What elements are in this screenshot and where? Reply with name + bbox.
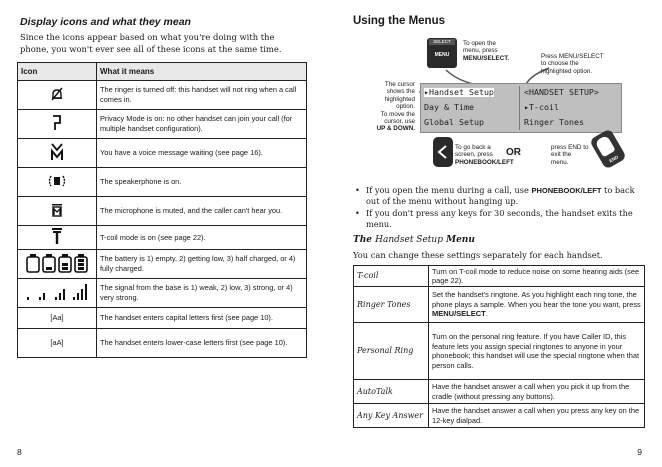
- table-row: [354, 323, 645, 380]
- setting-name: T-coil: [354, 266, 429, 287]
- setting-desc: Turn on the personal ring feature. If you have Caller ID, this feature lets you assign special ringtones to anyone in your phonebook; this handset will use the special ringtone when that person calls.: [429, 323, 645, 380]
- setting-name: Personal Ring: [354, 323, 429, 380]
- icon-meaning: The handset enters lower-case letters first (see page 10).: [97, 329, 307, 358]
- cursor-line: To move the: [380, 110, 415, 118]
- privacy-mode-icon: [52, 115, 62, 131]
- table-row: [18, 329, 307, 358]
- col-meaning-header: What it means: [97, 63, 307, 81]
- cursor-line: shows the: [386, 88, 415, 96]
- table-row: [354, 380, 645, 404]
- icon-meaning: You have a voice message waiting (see page 16).: [97, 139, 307, 168]
- setting-name: Any Key Answer: [354, 404, 429, 428]
- icon-meaning: The microphone is muted, and the caller can't hear you.: [97, 197, 307, 226]
- icon-meaning: The handset enters capital letters first (see page 10).: [97, 308, 307, 329]
- capital-first-icon: [Aa]: [18, 308, 97, 329]
- setting-desc: Set the handset's ringtone. As you highlight each ring tone, the phone plays a sample. When you hear the tone you want, press MENU/SELECT.: [429, 287, 645, 323]
- table-row: [18, 279, 307, 308]
- page-number-left: 8: [17, 447, 22, 457]
- screen-item-tcoil: ▸T-coil: [524, 102, 559, 112]
- menu-key-label: MENU: [434, 52, 450, 58]
- voice-message-icon: [51, 143, 63, 161]
- settings-table: [353, 265, 645, 428]
- setting-name: Ringer Tones: [354, 287, 429, 323]
- end-line: press END to: [551, 144, 589, 151]
- choose-line: Press MENU/SELECT: [541, 53, 604, 60]
- key-name: PHONEBOOK/LEFT: [531, 186, 602, 195]
- screen-submenu-title: <HANDSET SETUP>: [524, 87, 599, 97]
- handset-setup-subheading: The Handset Setup Menu: [353, 235, 475, 245]
- table-row: [354, 404, 645, 428]
- table-row: [18, 168, 307, 197]
- screen-item-handset-setup: ▸Handset Setup: [424, 87, 494, 97]
- table-row: [18, 226, 307, 250]
- ringer-off-icon: [50, 87, 64, 101]
- signal-icons: [25, 282, 89, 302]
- handset-icon: [595, 135, 616, 158]
- back-line: PHONEBOOK/LEFT: [455, 158, 514, 166]
- icon-meaning: The ringer is turned off: this handset will not ring when a call comes in.: [97, 81, 307, 110]
- cursor-line: highlighted: [384, 95, 415, 103]
- setting-desc: Have the handset answer a call when you press any key on the 12-key dialpad.: [429, 404, 645, 428]
- open-menu-line: menu, press: [463, 47, 498, 55]
- setting-desc: Have the handset answer a call when you pick it up from the cradle (without pressing any buttons).: [429, 380, 645, 404]
- screen-divider: [519, 86, 520, 130]
- choose-line: to choose the: [541, 60, 579, 68]
- end-line: exit the: [551, 151, 572, 159]
- col-icon-header: Icon: [18, 63, 97, 81]
- icon-meaning: The battery is 1) empty, 2) getting low, 3) half charged, or 4) fully charged.: [97, 250, 307, 279]
- speakerphone-icon: [46, 174, 68, 188]
- back-line: screen, press: [455, 151, 493, 159]
- left-arrow-icon: [433, 137, 453, 167]
- open-menu-line: MENU/SELECT.: [463, 54, 510, 62]
- table-row: [18, 81, 307, 110]
- right-page: [331, 0, 662, 467]
- cursor-line: cursor, use: [384, 118, 415, 126]
- choose-line: highlighted option.: [541, 67, 593, 75]
- cursor-line: The cursor: [384, 81, 415, 88]
- table-row: [18, 308, 307, 329]
- back-line: To go back a: [455, 144, 491, 151]
- icons-heading: Display icons and what they mean: [20, 16, 191, 28]
- menu-select-key: [427, 38, 457, 68]
- table-row: [354, 287, 645, 323]
- end-key-label: END: [608, 154, 620, 164]
- table-row: [18, 139, 307, 168]
- open-menu-line: To open the: [463, 40, 496, 47]
- tcoil-icon: [52, 228, 62, 244]
- menu-diagram: [371, 36, 631, 178]
- select-key-top: SELECT: [429, 39, 455, 45]
- screen-item-global-setup: Global Setup: [424, 117, 484, 127]
- phonebook-left-key: [433, 137, 453, 167]
- table-row: [18, 250, 307, 279]
- battery-icons: [26, 253, 88, 273]
- icon-meaning: The signal from the base is 1) weak, 2) low, 3) strong, or 4) very strong.: [97, 279, 307, 308]
- cursor-line: option.: [396, 103, 415, 111]
- setting-name: AutoTalk: [354, 380, 429, 404]
- screen-item-ringer-tones: Ringer Tones: [524, 117, 584, 127]
- icon-meaning: T-coil mode is on (see page 22).: [97, 226, 307, 250]
- table-row: [354, 266, 645, 287]
- list-item: • If you open the menu during a call, use PHONEBOOK/LEFT to back out of the menu without hanging up.: [353, 185, 643, 207]
- table-header-row: [18, 63, 307, 81]
- icon-meaning: Privacy Mode is on: no other handset can join your call (for multiple handset configuration).: [97, 110, 307, 139]
- handset-screen: [420, 83, 622, 133]
- icons-table: [17, 62, 307, 358]
- end-line: menu.: [551, 158, 569, 166]
- menus-heading: Using the Menus: [353, 15, 446, 27]
- handset-setup-desc: You can change these settings separately for each handset.: [353, 250, 603, 260]
- icons-intro: Since the icons appear based on what you're doing with the phone, you won't ever see all of these icons at the same time.: [20, 32, 282, 54]
- table-row: [18, 197, 307, 226]
- lowercase-first-icon: [aA]: [18, 329, 97, 358]
- page-number-right: 9: [637, 447, 642, 457]
- setting-desc: Turn on T-coil mode to reduce noise on some hearing aids (see page 22).: [429, 266, 645, 287]
- list-item: • If you don't press any keys for 30 seconds, the handset exits the menu.: [353, 208, 643, 230]
- screen-item-day-time: Day & Time: [424, 102, 474, 112]
- key-name: MENU/SELECT: [432, 309, 486, 319]
- mute-icon: [51, 203, 63, 217]
- cursor-line: UP & DOWN.: [376, 125, 415, 133]
- or-label: OR: [506, 147, 521, 158]
- icon-meaning: The speakerphone is on.: [97, 168, 307, 197]
- menu-tips: [353, 185, 643, 231]
- table-row: [18, 110, 307, 139]
